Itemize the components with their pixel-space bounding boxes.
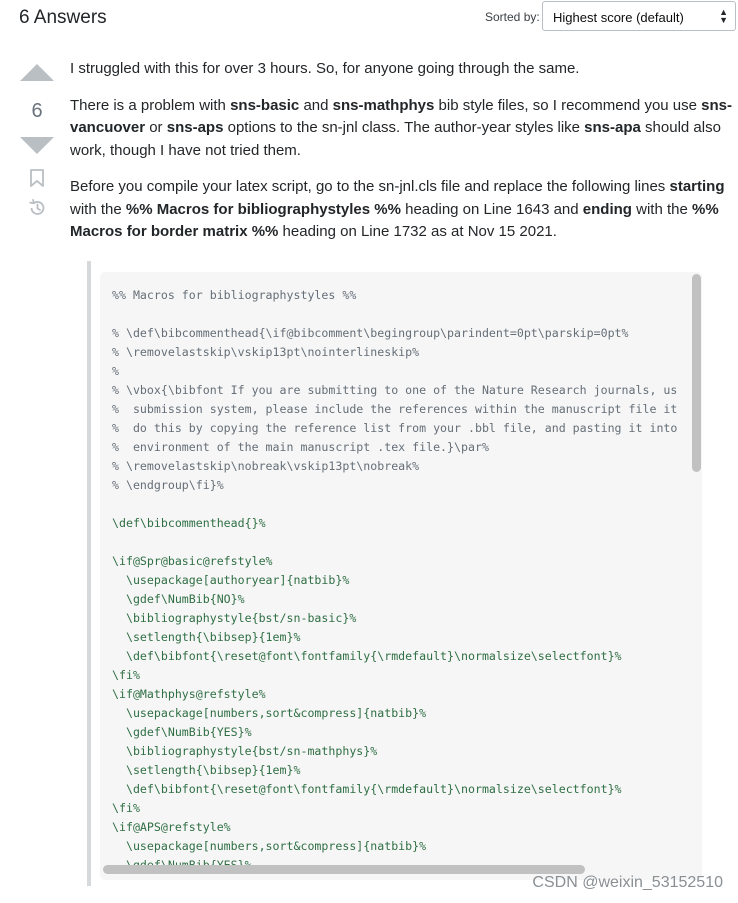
code-line: % \endgroup\fi}% — [112, 478, 224, 492]
bold-term: %% Macros for bibliographystyles %% — [125, 200, 401, 218]
code-line: %% Macros for bibliographystyles %% — [112, 288, 357, 302]
answer-body — [70, 58, 734, 258]
code-line: \def\bibcommenthead{}% — [112, 516, 266, 530]
code-line: \def\bibfont{\reset@font\fontfamily{\rmdefault}\normalsize\selectfont}% — [112, 782, 622, 796]
text-run: with the — [631, 200, 692, 218]
code-line: % \removelastskip\vskip13pt\nointerlineskip% — [112, 345, 420, 359]
code-line: \gdef\NumBib{YES}% — [112, 725, 252, 739]
sort-select-value: Highest score (default) — [553, 10, 684, 25]
vertical-scrollbar-thumb[interactable] — [692, 274, 701, 472]
code-line: % do this by copying the reference list from your .bbl file, and pasting it into — [112, 421, 678, 435]
code-line: % environment of the main manuscript .tex file.}\par% — [112, 440, 489, 454]
bold-term: ending — [582, 200, 632, 218]
code-block[interactable] — [100, 272, 702, 880]
code-line: \usepackage[numbers,sort&compress]{natbib}% — [112, 839, 427, 853]
text-run: There is a problem with — [70, 96, 231, 114]
code-line: \if@Spr@basic@refstyle% — [112, 554, 273, 568]
bold-term: sns-vancuover — [70, 96, 732, 136]
code-line: \def\bibfont{\reset@font\fontfamily{\rmdefault}\normalsize\selectfont}% — [112, 649, 622, 663]
code-line: \setlength{\bibsep}{1em}% — [112, 763, 301, 777]
code-line: \usepackage[numbers,sort&compress]{natbib}% — [112, 706, 427, 720]
vote-count: 6 — [31, 100, 43, 122]
answer-paragraph-3 — [70, 176, 734, 244]
code-line — [112, 305, 677, 324]
code-line: \if@APS@refstyle% — [112, 820, 231, 834]
code-line: \fi% — [112, 668, 140, 682]
code-line: % submission system, please include the references within the manuscript file it — [112, 402, 678, 416]
bold-term: sns-aps — [166, 119, 224, 136]
code-quote — [87, 261, 703, 886]
code-line — [112, 533, 677, 552]
code-line: \if@Mathphys@refstyle% — [112, 687, 266, 701]
watermark: CSDN @weixin_53152510 — [532, 874, 723, 891]
upvote-button[interactable] — [20, 64, 54, 81]
code-line: % \vbox{\bibfont If you are submitting to one of the Nature Research journals, us — [112, 383, 678, 397]
text-run: with the — [70, 200, 126, 218]
code-line: \fi% — [112, 801, 140, 815]
text-run: heading on Line 1643 and — [400, 200, 583, 218]
bold-term: sns-mathphys — [332, 96, 435, 114]
sorted-by-label: Sorted by: — [485, 10, 540, 24]
text-run: bib style files, so I recommend you use — [434, 96, 702, 114]
text-run: should also work, though I have not tried them. — [70, 119, 721, 159]
code-line: \bibliographystyle{bst/sn-basic}% — [112, 611, 357, 625]
answers-header — [0, 0, 738, 34]
code-line: \bibliographystyle{bst/sn-mathphys}% — [112, 744, 378, 758]
bookmark-icon[interactable] — [29, 169, 45, 187]
code-lines — [112, 286, 677, 875]
text-run: and — [299, 96, 333, 114]
history-icon[interactable] — [27, 198, 47, 218]
code-line: % \removelastskip\nobreak\vskip13pt\nobreak% — [112, 459, 420, 473]
bold-term: starting — [669, 178, 725, 195]
code-line: \setlength{\bibsep}{1em}% — [112, 630, 301, 644]
code-line — [112, 495, 677, 514]
text-run: Before you compile your latex script, go to the sn-jnl.cls file and replace the following lines — [70, 178, 670, 195]
code-line: % \def\bibcommenthead{\if@bibcomment\begingroup\parindent=0pt\parskip=0pt% — [112, 326, 629, 340]
blockquote-rule — [87, 261, 91, 886]
bold-term: sns-basic — [230, 96, 300, 114]
bold-term: %% Macros for border matrix %% — [70, 200, 719, 240]
text-run: heading on Line 1732 as at Nov 15 2021. — [278, 223, 557, 240]
answer-paragraph-1: I struggled with this for over 3 hours. So, for anyone going through the same. — [70, 60, 580, 77]
horizontal-scrollbar-thumb[interactable] — [103, 865, 585, 874]
answers-count: 6 Answers — [19, 7, 107, 28]
bold-term: sns-apa — [584, 119, 641, 136]
code-line: \gdef\NumBib{NO}% — [112, 592, 245, 606]
code-line: % — [112, 364, 119, 378]
text-run: options to the sn-jnl class. The author-year styles like — [223, 119, 585, 136]
code-line: \usepackage[authoryear]{natbib}% — [112, 573, 350, 587]
sort-arrows-icon: ▲ ▼ — [719, 7, 728, 25]
downvote-button[interactable] — [20, 137, 54, 154]
text-run: or — [145, 119, 167, 136]
sort-select[interactable] — [542, 1, 736, 31]
answer-paragraph-2 — [70, 95, 734, 163]
